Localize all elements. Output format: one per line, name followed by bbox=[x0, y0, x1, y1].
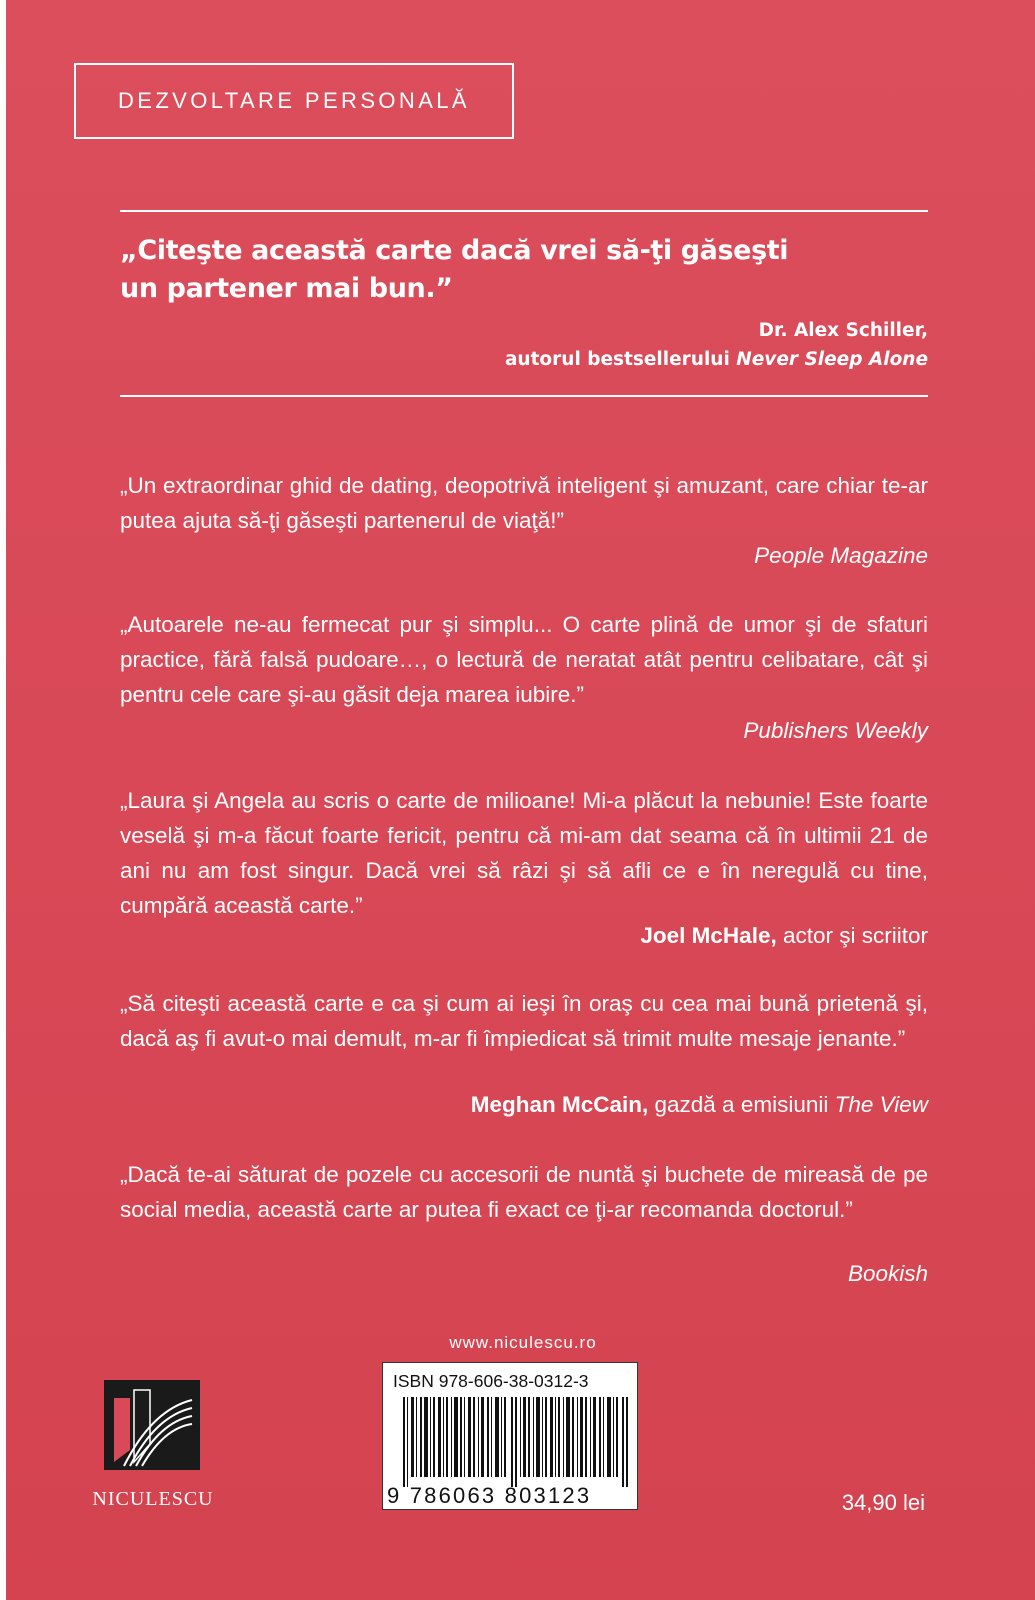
review-source bbox=[120, 920, 928, 952]
review-source bbox=[120, 540, 928, 572]
review-source-name: Bookish bbox=[847, 1261, 928, 1286]
review-source-name: Joel McHale, bbox=[640, 923, 777, 948]
review-text: „Să citeşti această carte e ca şi cum ai ieşi în oraş cu cea mai bună prietenă şi, dacă aş fi avut-o mai demult, m-ar fi împiedicat să trimit multe mesaje jenante.” bbox=[120, 991, 928, 1051]
publisher-website: www.niculescu.ro bbox=[449, 1333, 597, 1352]
featured-author-role-prefix: autorul bestsellerului bbox=[504, 349, 730, 370]
barcode-icon bbox=[403, 1397, 629, 1487]
isbn-number: ISBN 978-606-38-0312-3 bbox=[393, 1371, 589, 1391]
featured-author-book: Never Sleep Alone bbox=[736, 349, 928, 370]
category-label-box bbox=[74, 63, 514, 139]
bottom-divider bbox=[120, 395, 928, 397]
featured-quote-line1: „Citeşte această carte dacă vrei să-ţi găseşti bbox=[120, 235, 789, 266]
review-source-name: People Magazine bbox=[754, 543, 928, 568]
review-source-name: Meghan McCain, bbox=[470, 1092, 649, 1117]
review-text: „Dacă te-ai săturat de pozele cu accesorii de nuntă şi buchete de mireasă de pe social media, această carte ar putea fi exact ce ţi-ar recomanda doctorul.” bbox=[120, 1162, 928, 1222]
top-divider bbox=[120, 210, 928, 212]
review-source-name: Publishers Weekly bbox=[743, 718, 928, 743]
featured-author: Dr. Alex Schiller, bbox=[758, 320, 928, 341]
review-source bbox=[120, 715, 928, 747]
review-source-show: The View bbox=[834, 1092, 928, 1117]
review-text: „Laura şi Angela au scris o carte de milioane! Mi-a plăcut la nebunie! Este foarte veselă şi m-a făcut foarte fericit, pentru că mi-am dat seama că în ultimii 21 de ani nu am fost singur. Dacă vrei să râzi şi să afli ce e în neregulă cu tine, cumpără această carte.” bbox=[120, 788, 928, 918]
review-source-role: gazdă a emisiunii bbox=[648, 1092, 835, 1117]
review-text: „Autoarele ne-au fermecat pur şi simplu... O carte plină de umor şi de sfaturi practice, fără falsă pudoare…, o lectură de neratat atât pentru celibatare, cât şi pentru cele care şi-au găsit deja marea iubire.” bbox=[120, 612, 928, 707]
featured-quote-line2: un partener mai bun.” bbox=[120, 273, 453, 304]
barcode bbox=[382, 1362, 638, 1510]
category-label: DEZVOLTARE PERSONALĂ bbox=[117, 88, 471, 113]
price: 34,90 lei bbox=[841, 1490, 925, 1515]
publisher-logo bbox=[80, 1380, 220, 1490]
barcode-digits: 9 786063 803123 bbox=[387, 1483, 592, 1508]
featured-quote bbox=[120, 232, 928, 308]
cover-edge bbox=[0, 0, 6, 1600]
niculescu-logo-icon bbox=[104, 1380, 200, 1470]
review-source bbox=[120, 1258, 928, 1290]
featured-author-role bbox=[120, 346, 928, 374]
review-text: „Un extraordinar ghid de dating, deopotrivă inteligent şi amuzant, care chiar te-ar putea ajuta să-ţi găseşti partenerul de viaţă!” bbox=[120, 473, 928, 533]
review-source-role: actor şi scriitor bbox=[776, 923, 928, 948]
review-source bbox=[120, 1089, 928, 1121]
publisher-name: NICULESCU bbox=[92, 1488, 214, 1510]
